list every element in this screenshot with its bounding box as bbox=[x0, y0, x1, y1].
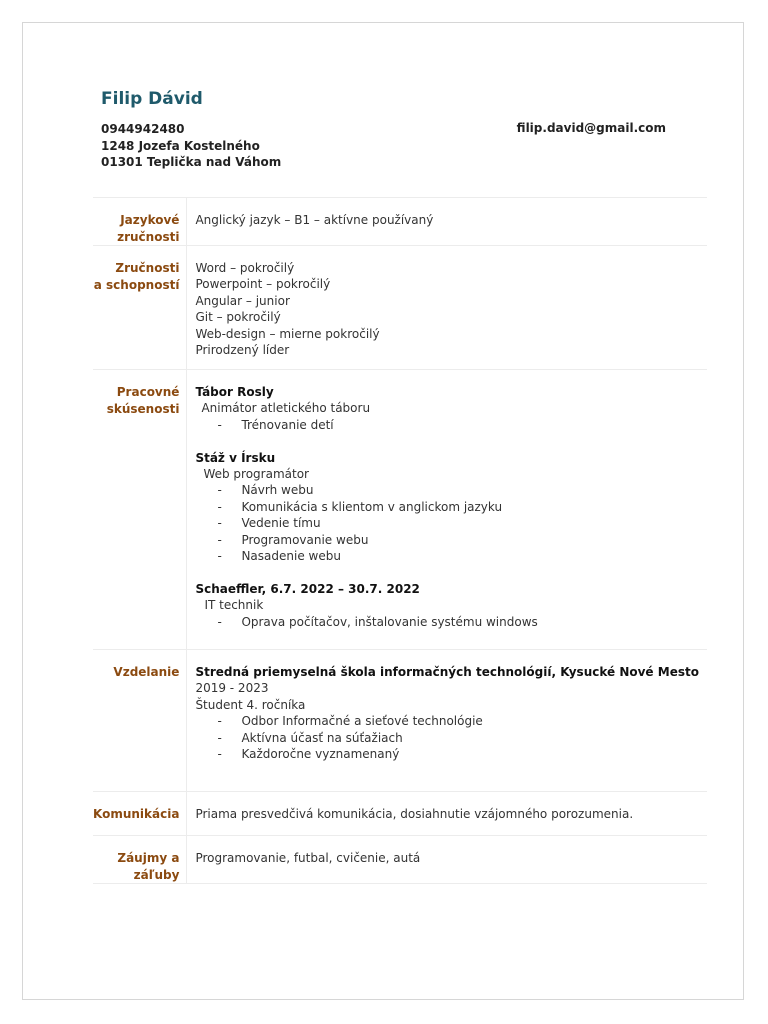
section-content bbox=[187, 370, 707, 650]
dash-marker: - bbox=[217, 483, 222, 498]
section-label: Zručnosti a schopností bbox=[93, 246, 187, 370]
dash-marker: - bbox=[217, 747, 222, 762]
list-item: - Nasadenie webu bbox=[217, 549, 341, 564]
skill-item: Prirodzený líder bbox=[195, 343, 290, 358]
list-item: - Programovanie webu bbox=[217, 532, 369, 547]
job-role: Animátor atletického táboru bbox=[201, 401, 371, 416]
dash-marker: - bbox=[217, 499, 222, 514]
applicant-name: Filip Dávid bbox=[101, 89, 203, 109]
section-content bbox=[187, 836, 707, 884]
list-item: - Oprava počítačov, inštalovanie systému windows bbox=[217, 614, 538, 629]
section-content bbox=[187, 792, 707, 836]
section-label: Záujmy a záľuby bbox=[93, 836, 187, 884]
job-title: Stáž v Írsku bbox=[195, 450, 276, 465]
list-item: - Každoročne vyznamenaný bbox=[217, 747, 400, 762]
dash-marker: - bbox=[217, 417, 222, 432]
section-content bbox=[187, 246, 707, 370]
hobbies-text: Programovanie, futbal, cvičenie, autá bbox=[195, 851, 421, 865]
skill-item: Git – pokročilý bbox=[195, 310, 281, 325]
dash-marker: - bbox=[217, 730, 222, 745]
dash-marker: - bbox=[217, 549, 222, 564]
section-label: Vzdelanie bbox=[93, 650, 187, 792]
dash-marker: - bbox=[217, 516, 222, 531]
cv-sections-table bbox=[93, 197, 707, 884]
skill-item: Angular – junior bbox=[195, 293, 290, 308]
city-address: 01301 Teplička nad Váhom bbox=[101, 155, 282, 169]
job-role: IT technik bbox=[204, 598, 264, 613]
section-languages bbox=[93, 198, 707, 246]
section-education bbox=[93, 650, 707, 792]
section-label: Pracovné skúsenosti bbox=[93, 370, 187, 650]
dash-marker: - bbox=[217, 532, 222, 547]
communication-text: Priama presvedčivá komunikácia, dosiahnutie vzájomného porozumenia. bbox=[195, 807, 634, 821]
job-title: Schaeffler, 6.7. 2022 – 30.7. 2022 bbox=[195, 581, 420, 596]
languages-text: Anglický jazyk – B1 – aktívne používaný bbox=[195, 213, 434, 227]
list-item: - Vedenie tímu bbox=[217, 516, 321, 531]
phone-number: 0944942480 bbox=[101, 122, 185, 136]
contact-block bbox=[101, 121, 281, 171]
section-content bbox=[187, 198, 707, 246]
section-skills bbox=[93, 246, 707, 370]
dash-marker: - bbox=[217, 614, 222, 629]
email-address: filip.david@gmail.com bbox=[516, 121, 666, 135]
list-item: - Návrh webu bbox=[217, 483, 314, 498]
skill-item: Word – pokročilý bbox=[195, 261, 295, 275]
student-status: Študent 4. ročníka bbox=[195, 697, 306, 712]
section-content bbox=[187, 650, 707, 792]
section-communication bbox=[93, 792, 707, 836]
list-item: - Odbor Informačné a sieťové technológie bbox=[217, 714, 483, 729]
section-experience bbox=[93, 370, 707, 650]
skill-item: Web-design – mierne pokročilý bbox=[195, 326, 380, 341]
cv-page bbox=[22, 22, 744, 1000]
school-years: 2019 - 2023 bbox=[195, 681, 269, 696]
list-item: - Trénovanie detí bbox=[217, 417, 334, 432]
section-label: Jazykové zručnosti bbox=[93, 198, 187, 246]
list-item: - Komunikácia s klientom v anglickom jazyku bbox=[217, 499, 503, 514]
job-role: Web programátor bbox=[203, 467, 309, 482]
school-name: Stredná priemyselná škola informačných technológií, Kysucké Nové Mesto bbox=[195, 665, 699, 679]
list-item: - Aktívna účasť na súťažiach bbox=[217, 730, 403, 745]
section-hobbies bbox=[93, 836, 707, 884]
skill-item: Powerpoint – pokročilý bbox=[195, 277, 331, 292]
dash-marker: - bbox=[217, 714, 222, 729]
street-address: 1248 Jozefa Kostelného bbox=[101, 138, 260, 153]
section-label: Komunikácia bbox=[93, 792, 187, 836]
job-title: Tábor Rosly bbox=[195, 385, 274, 399]
